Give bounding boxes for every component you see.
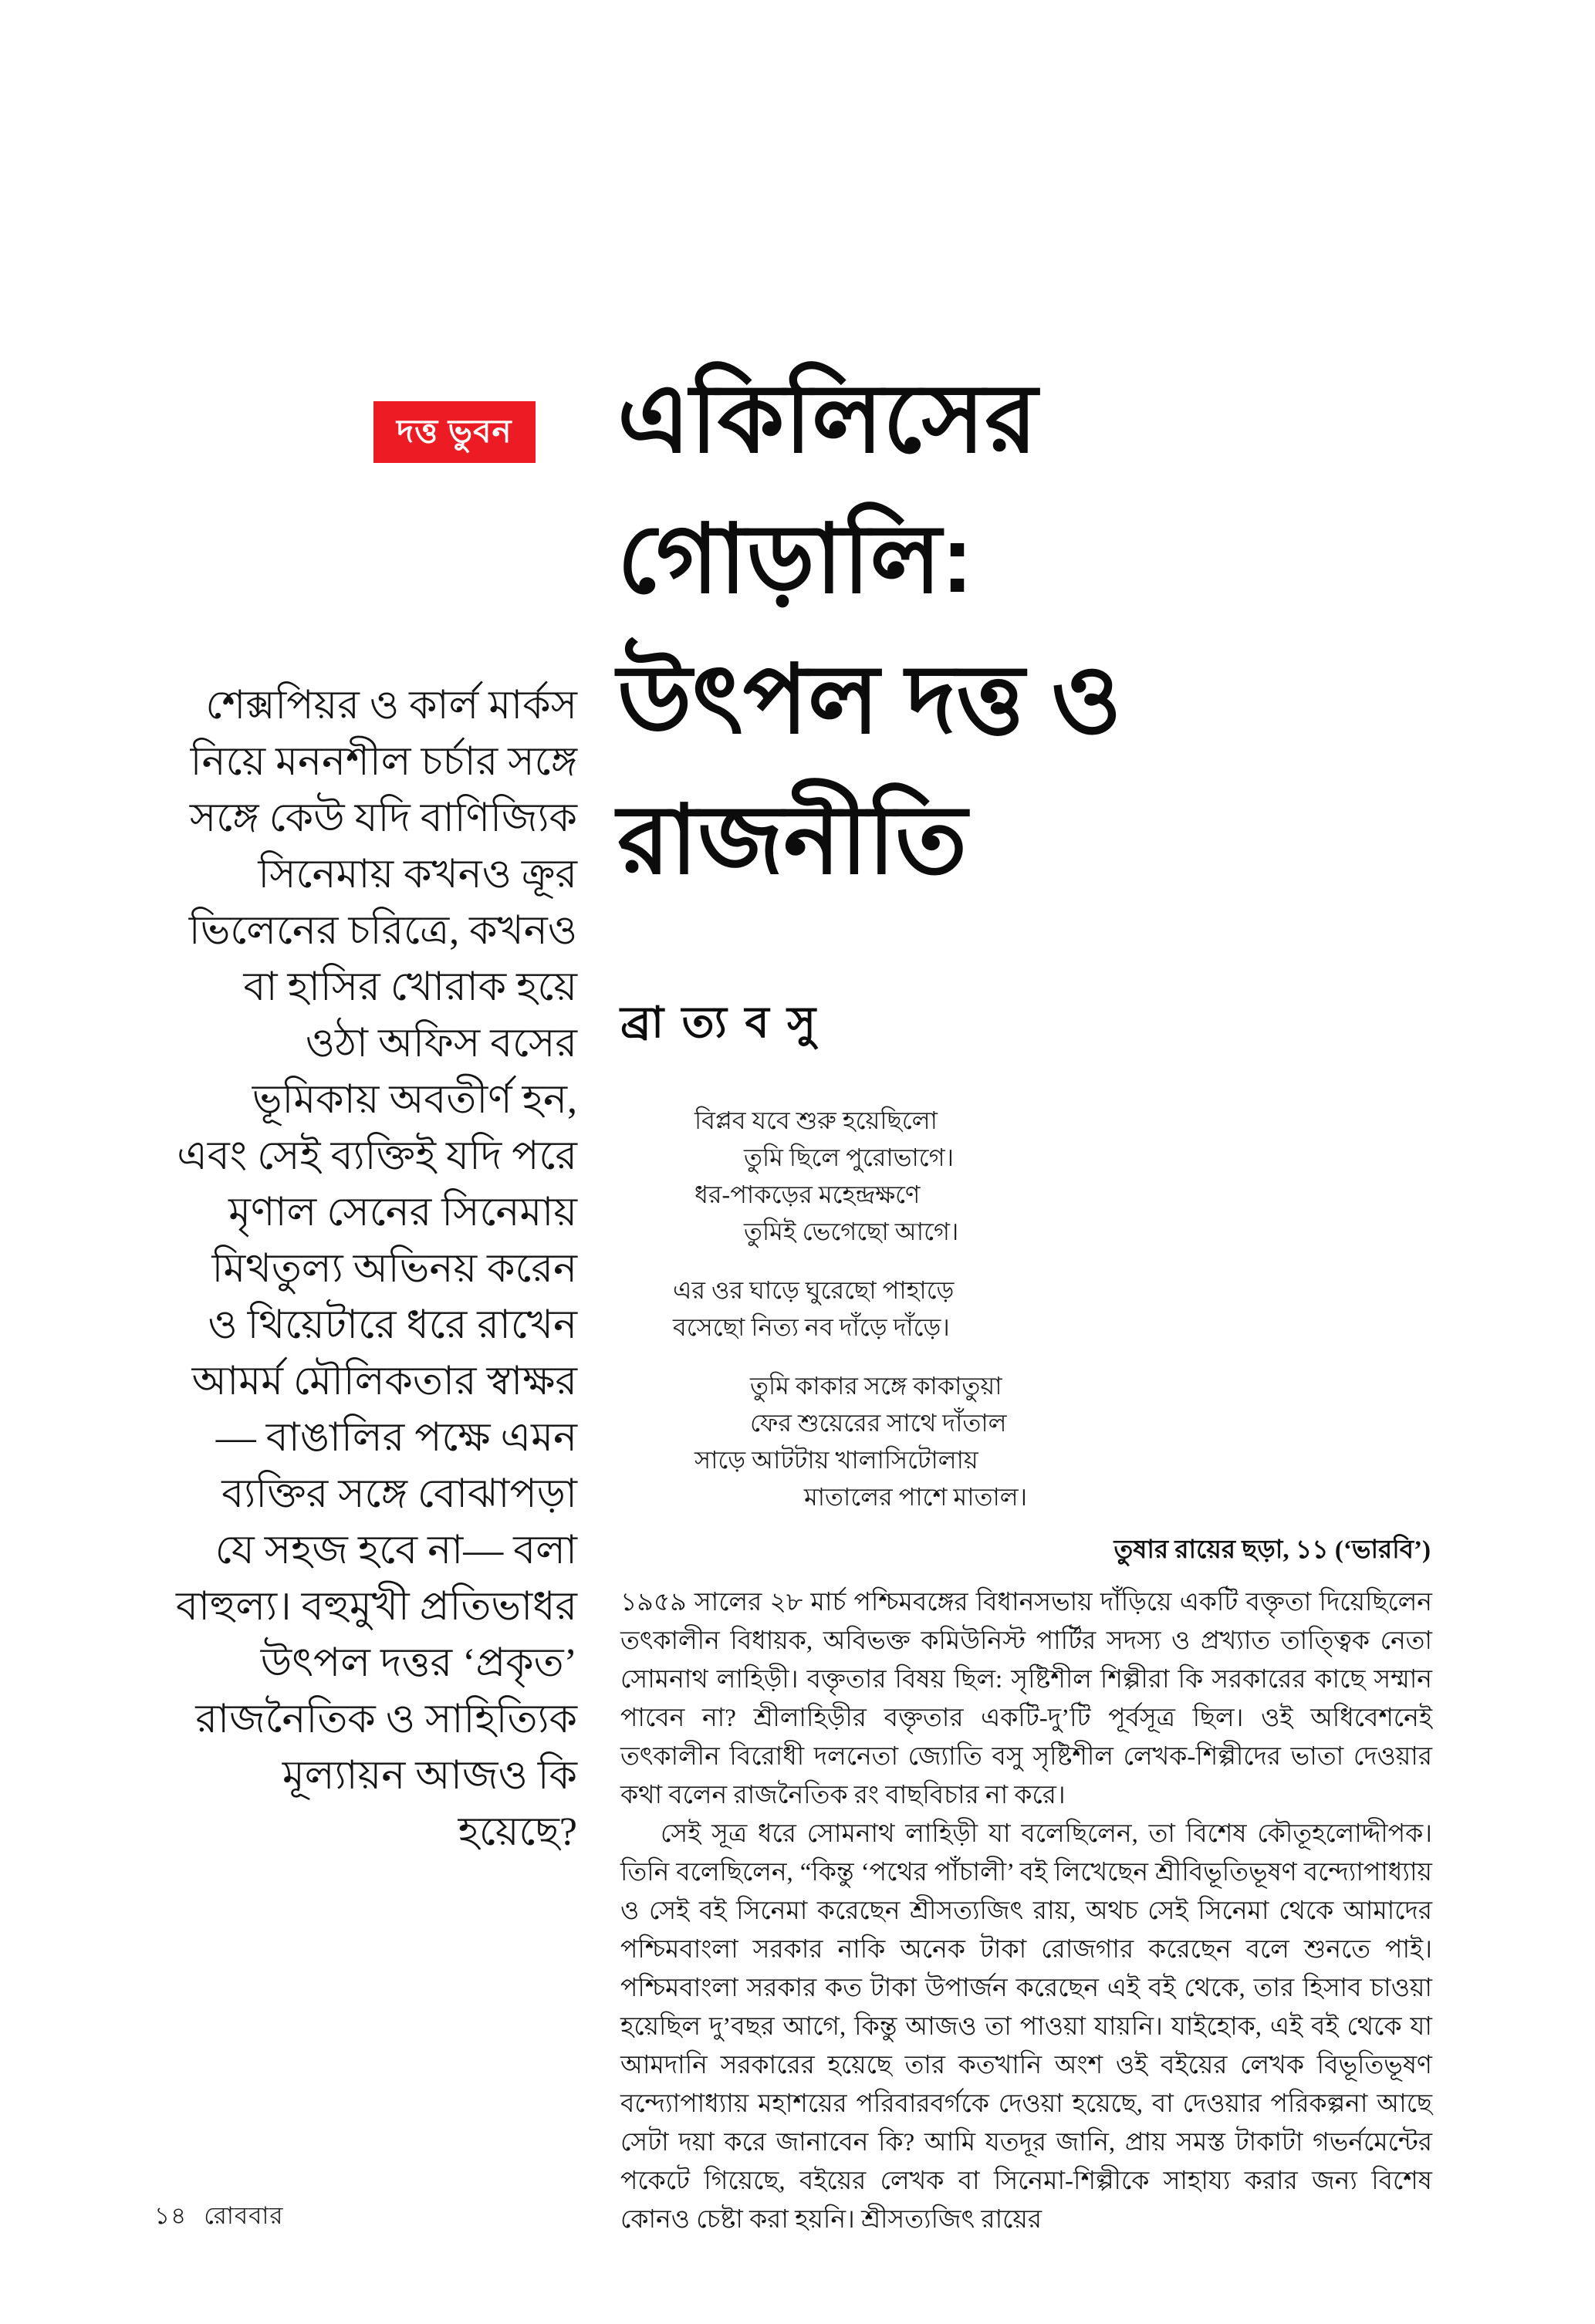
poem-line: তুমিই ভেগেছো আগে।	[744, 1218, 959, 1245]
headline-line: গোড়ালি:	[617, 506, 974, 613]
poem-line: বিপ্লব যবে শুরু হয়েছিলো	[694, 1106, 938, 1134]
poem-stanza	[673, 1102, 1027, 1250]
poem-line: মাতালের পাশে মাতাল।	[804, 1483, 1028, 1511]
kicker-label: দত্ত ভুবন	[397, 413, 512, 449]
poem-line: তুমি কাকার সঙ্গে কাকাতুয়া	[750, 1372, 1002, 1400]
article-headline	[617, 349, 1482, 910]
headline-line: রাজনীতি	[617, 787, 968, 893]
footer-section-label: রোববার	[204, 2202, 284, 2229]
poem-line: বসেছো নিত্য নব দাঁড়ে দাঁড়ে।	[673, 1313, 950, 1341]
body-paragraph: সেই সূত্র ধরে সোমনাথ লাহিড়ী যা বলেছিলেন, তা বিশেষ কৌতূহলোদ্দীপক। তিনি বলেছিলেন, “কিন্তু ‘পথের পাঁচালী’ বই লিখেছেন শ্রীবিভূতিভূষণ বন্দ্যোপাধ্যায় ও সেই বই সিনেমা করেছেন শ্রীসত্যজিৎ রায়, অথচ সেই সিনেমা থেকে আমাদের পশ্চিমবাংলা সরকার নাকি অনেক টাকা রোজগার করেছেন বলে শুনতে পাই। পশ্চিমবাংলা সরকার কত টাকা উপার্জন করেছেন এই বই থেকে, তার হিসাব চাওয়া হয়েছিল দু’বছর আগে, কিন্তু আজও তা পাওয়া যায়নি। যাইহোক, এই বই থেকে যা আমদানি সরকারের হয়েছে তার কতখানি অংশ ওই বইয়ের লেখক বিভূতিভূষণ বন্দ্যোপাধ্যায় মহাশয়ের পরিবারবর্গকে দেওয়া হয়েছে, বা দেওয়ার পরিকল্পনা আছে সেটা দয়া করে জানাবেন কি? আমি যতদূর জানি, প্রায় সমস্ত টাকাটা গভর্নমেন্টের পকেটে গিয়েছে, বইয়ের লেখক বা সিনেমা-শিল্পীকে সাহায্য করার জন্য বিশেষ কোনও চেষ্টা করা হয়নি। শ্রীসত্যজিৎ রায়ের	[620, 1820, 1432, 2234]
body-paragraph: ১৯৫৯ সালের ২৮ মার্চ পশ্চিমবঙ্গের বিধানসভায় দাঁড়িয়ে একটি বক্তৃতা দিয়েছিলেন তৎকালীন বিধায়ক, অবিভক্ত কমিউনিস্ট পার্টির সদস্য ও প্রখ্যাত তাত্ত্বিক নেতা সোমনাথ লাহিড়ী। বক্তৃতার বিষয় ছিল: সৃষ্টিশীল শিল্পীরা কি সরকারের কাছে সম্মান পাবেন না? শ্রীলাহিড়ীর বক্তৃতার একটি-দু’টি পূর্বসূত্র ছিল। ওই অধিবেশনেই তৎকালীন বিরোধী দলনেতা জ্যোতি বসু সৃষ্টিশীল লেখক-শিল্পীদের ভাতা দেওয়ার কথা বলেন রাজনৈতিক রং বাছবিচার না করে।	[620, 1589, 1432, 1809]
author-byline: ব্রা ত্য ব সু	[620, 998, 819, 1046]
poem-line: এর ওর ঘাড়ে ঘুরেছো পাহাড়ে	[673, 1276, 955, 1304]
poem-line: তুমি ছিলে পুরোভাগে।	[744, 1143, 955, 1171]
kicker-badge	[373, 401, 536, 463]
poem-stanza	[673, 1272, 1027, 1346]
article-body	[620, 1583, 1432, 2239]
standfirst-intro: শেক্সপিয়র ও কার্ল মার্কস নিয়ে মননশীল চর্চার সঙ্গে সঙ্গে কেউ যদি বাণিজ্যিক সিনেমায় কখনও ক্রূর ভিলেনের চরিত্রে, কখনও বা হাসির খোরাক হয়ে ওঠা অফিস বসের ভূমিকায় অবতীর্ণ হন, এবং সেই ব্যক্তিই যদি পরে মৃণাল সেনের সিনেমায় মিথতুল্য অভিনয় করেন ও থিয়েটারে ধরে রাখেন আমর্ম মৌলিকতার স্বাক্ষর— বাঙালির পক্ষে এমন ব্যক্তির সঙ্গে বোঝাপড়া যে সহজ হবে না— বলা বাহুল্য। বহুমুখী প্রতিভাধর উৎপল দত্তর ‘প্রকৃত’ রাজনৈতিক ও সাহিত্যিক মূল্যায়ন আজও কি হয়েছে?	[176, 684, 577, 1854]
poem-line: ধর-পাকড়ের মহেন্দ্রক্ষণে	[694, 1181, 921, 1208]
footer-page-number: ১৪	[154, 2202, 188, 2229]
poem-stanza	[673, 1367, 1027, 1515]
headline-line: একিলিসের	[617, 366, 1038, 472]
poem-block	[673, 1102, 1027, 1515]
headline-line: উৎপল দত্ত ও	[617, 647, 1122, 753]
poem-attribution: তুষার রায়ের ছড়া, ১১ (‘ভারবি’)	[1113, 1536, 1431, 1564]
page-footer	[154, 2197, 283, 2238]
poem-line: ফের শুয়েরের সাথে দাঁতাল	[750, 1409, 1007, 1437]
poem-line: সাড়ে আটটায় খালাসিটোলায়	[694, 1446, 978, 1474]
